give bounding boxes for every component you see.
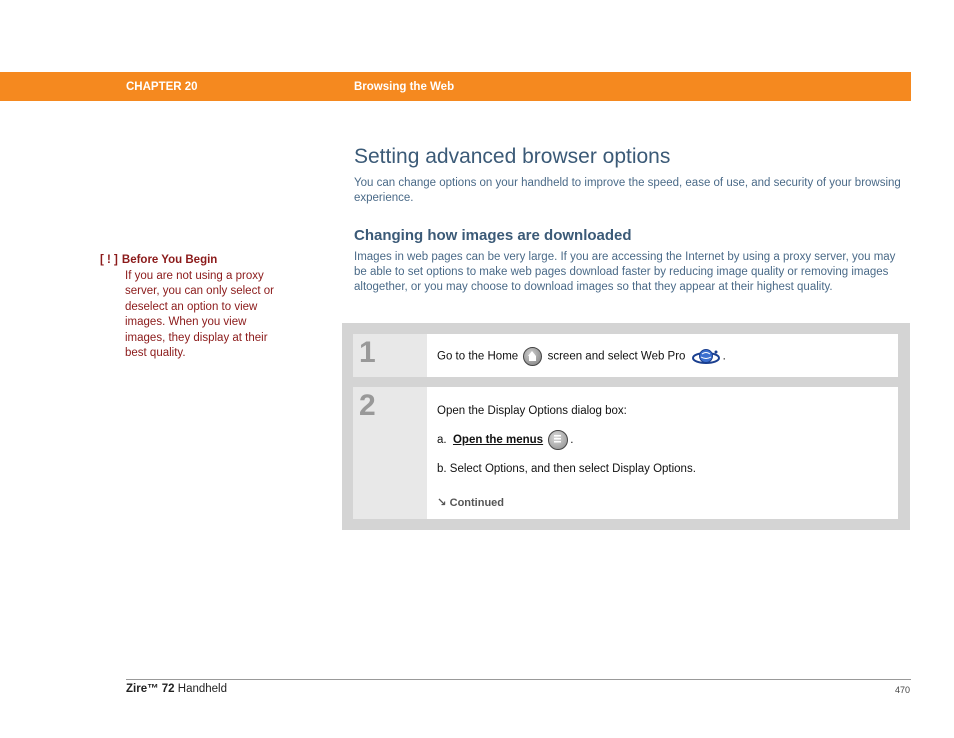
open-menus-link[interactable]: Open the menus: [452, 434, 544, 447]
step-2-intro: Open the Display Options dialog box:: [437, 405, 627, 417]
web-pro-icon: [691, 348, 721, 366]
section-label: Browsing the Web: [354, 81, 455, 93]
list-marker: a.: [437, 434, 447, 447]
home-icon: [523, 347, 542, 366]
tip-heading: Before You Begin: [121, 254, 218, 266]
step-text: screen and select Web Pro: [547, 350, 686, 363]
step-text: Go to the Home: [437, 350, 519, 363]
tip-heading-row: [100, 253, 280, 269]
product-name: Zire™ 72: [126, 683, 175, 695]
step-text: .: [722, 350, 726, 363]
section-subheading: Changing how images are downloaded: [354, 227, 632, 244]
arrow-down-right-icon: ↘: [437, 497, 447, 509]
step-2a: [437, 430, 574, 450]
alert-icon: [ ! ]: [100, 254, 118, 266]
product-suffix: Handheld: [174, 683, 228, 695]
step-2-content: [427, 387, 898, 519]
chapter-label: CHAPTER 20: [126, 81, 198, 93]
page-title: Setting advanced browser options: [354, 145, 671, 168]
chapter-header-bar: [0, 72, 911, 101]
continued-indicator: [437, 495, 504, 509]
before-you-begin-tip: [100, 253, 280, 362]
page-number: 470: [894, 685, 910, 695]
step-number: 2: [359, 389, 376, 422]
intro-paragraph: You can change options on your handheld to improve the speed, ease of use, and security of your browsing experience.: [354, 177, 901, 204]
body-paragraph: Images in web pages can be very large. If you are accessing the Internet by using a proxy server, you may be able to set options to make web pages download faster by reducing image quality or removing images altogether, or you may choose to download images so that they appear at their highest quality.: [354, 251, 896, 293]
tip-body: If you are not using a proxy server, you can only select or deselect an option to view images. When you view images, they display at their best quality.: [125, 269, 274, 359]
step-1-instruction: [437, 347, 726, 366]
step-1: [353, 334, 898, 377]
footer-divider: [126, 679, 911, 680]
step-1-content: [427, 334, 898, 377]
step-2b: b. Select Options, and then select Display Options.: [437, 463, 696, 475]
menu-icon: [548, 430, 568, 450]
footer-product: [126, 683, 227, 695]
continued-label: Continued: [449, 497, 505, 509]
step-2: [353, 387, 898, 519]
step-number: 1: [359, 336, 376, 369]
step-text: .: [570, 434, 574, 447]
steps-box: [342, 323, 910, 530]
